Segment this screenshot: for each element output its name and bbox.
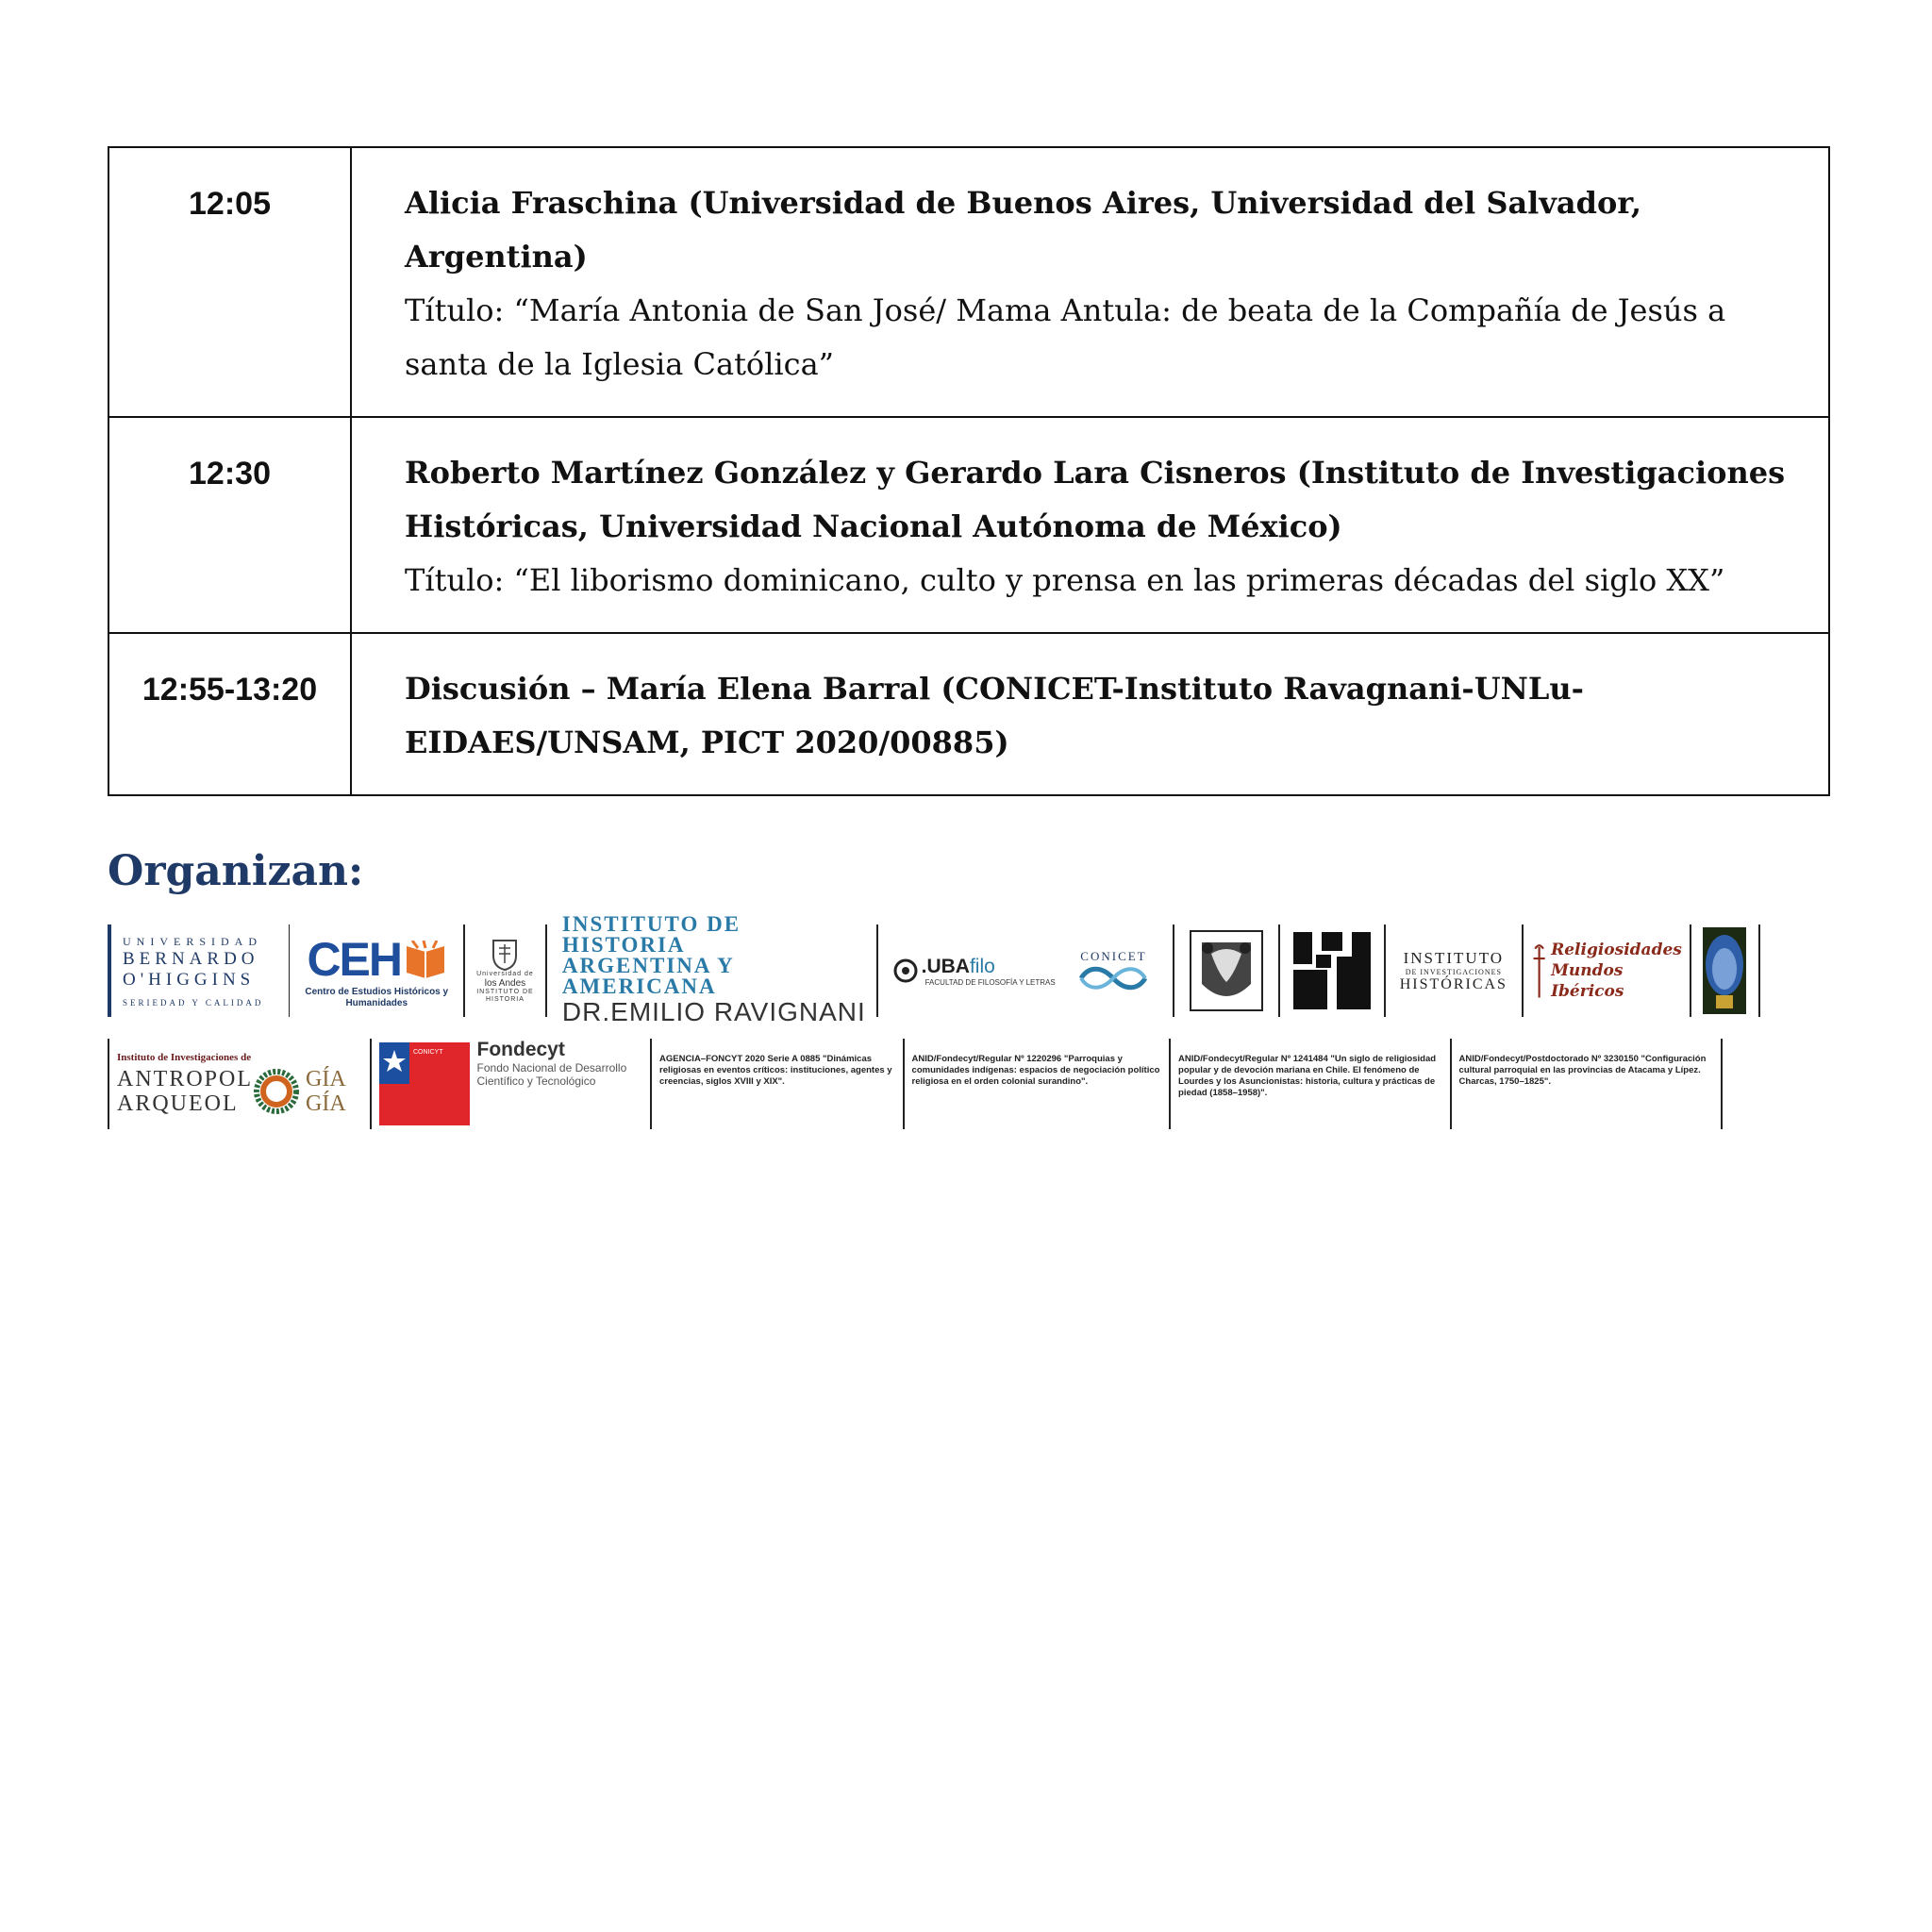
- divider: [1278, 924, 1280, 1017]
- divider: [545, 924, 547, 1017]
- fondecyt-sub1: Fondo Nacional de Desarrollo: [476, 1061, 627, 1074]
- divider: [1690, 924, 1691, 1017]
- logo-row-2: [108, 1039, 1730, 1129]
- ravignani-line1: INSTITUTO DE HISTORIA: [561, 912, 741, 957]
- divider: [1721, 1039, 1723, 1129]
- project-note: ANID/Fondecyt/Postdoctorado Nº 3230150 "Configuración cultural parroquial en las provincias de Atacama y Lípez. Charcas, 1750–1825".: [1458, 1054, 1707, 1087]
- conicet-logo: [1062, 924, 1164, 1017]
- project-note: ANID/Fondecyt/Regular Nº 1220296 "Parroquias y comunidades indígenas: espacios de negociación político religiosa en el orden colonial surandino".: [911, 1054, 1160, 1087]
- cross-icon: [1531, 938, 1547, 1004]
- divider: [370, 1039, 372, 1129]
- organizers-heading: Organizan:: [108, 847, 364, 895]
- andes-line3: INSTITUTO DE HISTORIA: [476, 988, 534, 1003]
- ceh-name: Centro de Estudios Históricos y Humanidades: [305, 987, 449, 1008]
- ring-icon: [253, 1068, 300, 1115]
- antro-word1: ANTROPOL: [117, 1067, 254, 1091]
- uba-filo: filo: [969, 955, 995, 977]
- divider: [1450, 1039, 1452, 1129]
- divider: [903, 1039, 905, 1129]
- divider: [1758, 924, 1760, 1017]
- divider: [876, 924, 878, 1017]
- divider: [289, 924, 291, 1017]
- divider: [1173, 924, 1174, 1017]
- divider: [108, 1039, 109, 1129]
- fondecyt-logo: [379, 1039, 642, 1129]
- religiosidades-logo: [1531, 924, 1682, 1017]
- iih-line1: INSTITUTO: [1403, 948, 1505, 967]
- unam-logo: [1182, 924, 1272, 1017]
- bolivia-logo: [1699, 924, 1751, 1017]
- shield-icon: [491, 939, 518, 971]
- session-details: [351, 417, 1829, 633]
- divider: [1384, 924, 1386, 1017]
- ravignani-line2: ARGENTINA Y AMERICANA: [561, 954, 734, 998]
- antro-suffix: GÍA: [306, 1067, 346, 1091]
- session-time: 12:55-13:20: [108, 633, 351, 795]
- session-speaker: Alicia Fraschina (Universidad de Buenos Aires, Universidad del Salvador, Argentina): [405, 185, 1642, 275]
- rel-line2: Mundos: [1551, 961, 1624, 980]
- table-row: [108, 147, 1829, 417]
- iih-logo: [1393, 924, 1514, 1017]
- session-time: 12:30: [108, 417, 351, 633]
- antro-word2: ARQUEOL: [117, 1091, 239, 1116]
- session-details: [351, 633, 1829, 795]
- conicet-name: CONICET: [1080, 949, 1147, 963]
- antro-suffix: GÍA: [306, 1091, 346, 1116]
- rel-line3: Ibéricos: [1551, 982, 1624, 1001]
- ceh-acronym: CEH: [307, 933, 402, 986]
- logo-row-1: [108, 912, 1768, 1026]
- divider: [463, 924, 465, 1017]
- project-note: AGENCIA–FONCYT 2020 Serie A 0885 "Dinámicas religiosas en eventos críticos: instituciones, agentes y creencias, siglos XVIII y XIX".: [659, 1054, 892, 1087]
- ubo-logo: [108, 924, 281, 1017]
- university-seal-icon: [1703, 927, 1746, 1014]
- globe-icon: [893, 958, 918, 983]
- ubo-line2: BERNARDO: [123, 948, 259, 969]
- session-speaker: Discusión – María Elena Barral (CONICET-Instituto Ravagnani-UNLu- EIDAES/UNSAM, PICT 2020/00885): [405, 671, 1584, 760]
- squares-logo: [1288, 924, 1376, 1017]
- chile-flag-icon: [379, 1042, 470, 1125]
- divider: [1169, 1039, 1171, 1129]
- divider: [650, 1039, 652, 1129]
- session-title: Título: “El liborismo dominicano, culto y prensa en las primeras décadas del siglo XX”: [405, 562, 1725, 598]
- fondecyt-agency: CONICYT: [412, 1049, 443, 1056]
- ravignani-logo: [555, 912, 869, 1026]
- uba-brand: .UBA: [921, 955, 970, 977]
- table-row: [108, 417, 1829, 633]
- rel-line1: Religiosidades: [1551, 941, 1682, 959]
- uba-logo: [886, 924, 1062, 1017]
- book-icon: [405, 941, 446, 978]
- iih-line3: HISTÓRICAS: [1399, 975, 1507, 992]
- infinity-icon: [1075, 964, 1151, 992]
- blocks-icon: [1293, 932, 1371, 1009]
- ubo-line1: UNIVERSIDAD: [123, 934, 262, 948]
- unam-crest-icon: [1189, 929, 1264, 1012]
- project-note: ANID/Fondecyt/Regular Nº 1241484 "Un siglo de religiosidad popular y de devoción mariana en Chile. El fenómeno de Lourdes y los Asuncionistas: historia, cultura y prácticas de piedad (1858–1958)".: [1178, 1054, 1437, 1098]
- andes-line1: Universidad de: [476, 970, 534, 977]
- antropologia-logo: [117, 1039, 362, 1129]
- session-title: Título: “María Antonia de San José/ Mama Antula: de beata de la Compañía de Jesús a santa de la Iglesia Católica”: [405, 292, 1726, 382]
- ubo-motto: SERIEDAD Y CALIDAD: [123, 997, 264, 1008]
- session-time: 12:05: [108, 147, 351, 417]
- schedule-table: [108, 146, 1830, 796]
- iih-line2: DE INVESTIGACIONES: [1405, 967, 1502, 976]
- fondecyt-title: Fondecyt: [476, 1039, 565, 1060]
- ravignani-line3: DR.EMILIO RAVIGNANI: [561, 997, 866, 1026]
- session-speaker: Roberto Martínez González y Gerardo Lara Cisneros (Instituto de Investigaciones Históricas, Universidad Nacional Autónoma de México): [405, 455, 1786, 544]
- session-details: [351, 147, 1829, 417]
- andes-logo: [473, 924, 538, 1017]
- table-row: [108, 633, 1829, 795]
- uba-sub: FACULTAD DE FILOSOFÍA Y LETRAS: [924, 977, 1056, 987]
- fondecyt-sub2: Científico y Tecnológico: [476, 1074, 596, 1088]
- antro-header: Instituto de Investigaciones de: [117, 1052, 252, 1063]
- ceh-logo: [297, 924, 456, 1017]
- divider: [1522, 924, 1524, 1017]
- andes-line2: los Andes: [484, 977, 526, 989]
- ubo-line3: O'HIGGINS: [123, 969, 256, 990]
